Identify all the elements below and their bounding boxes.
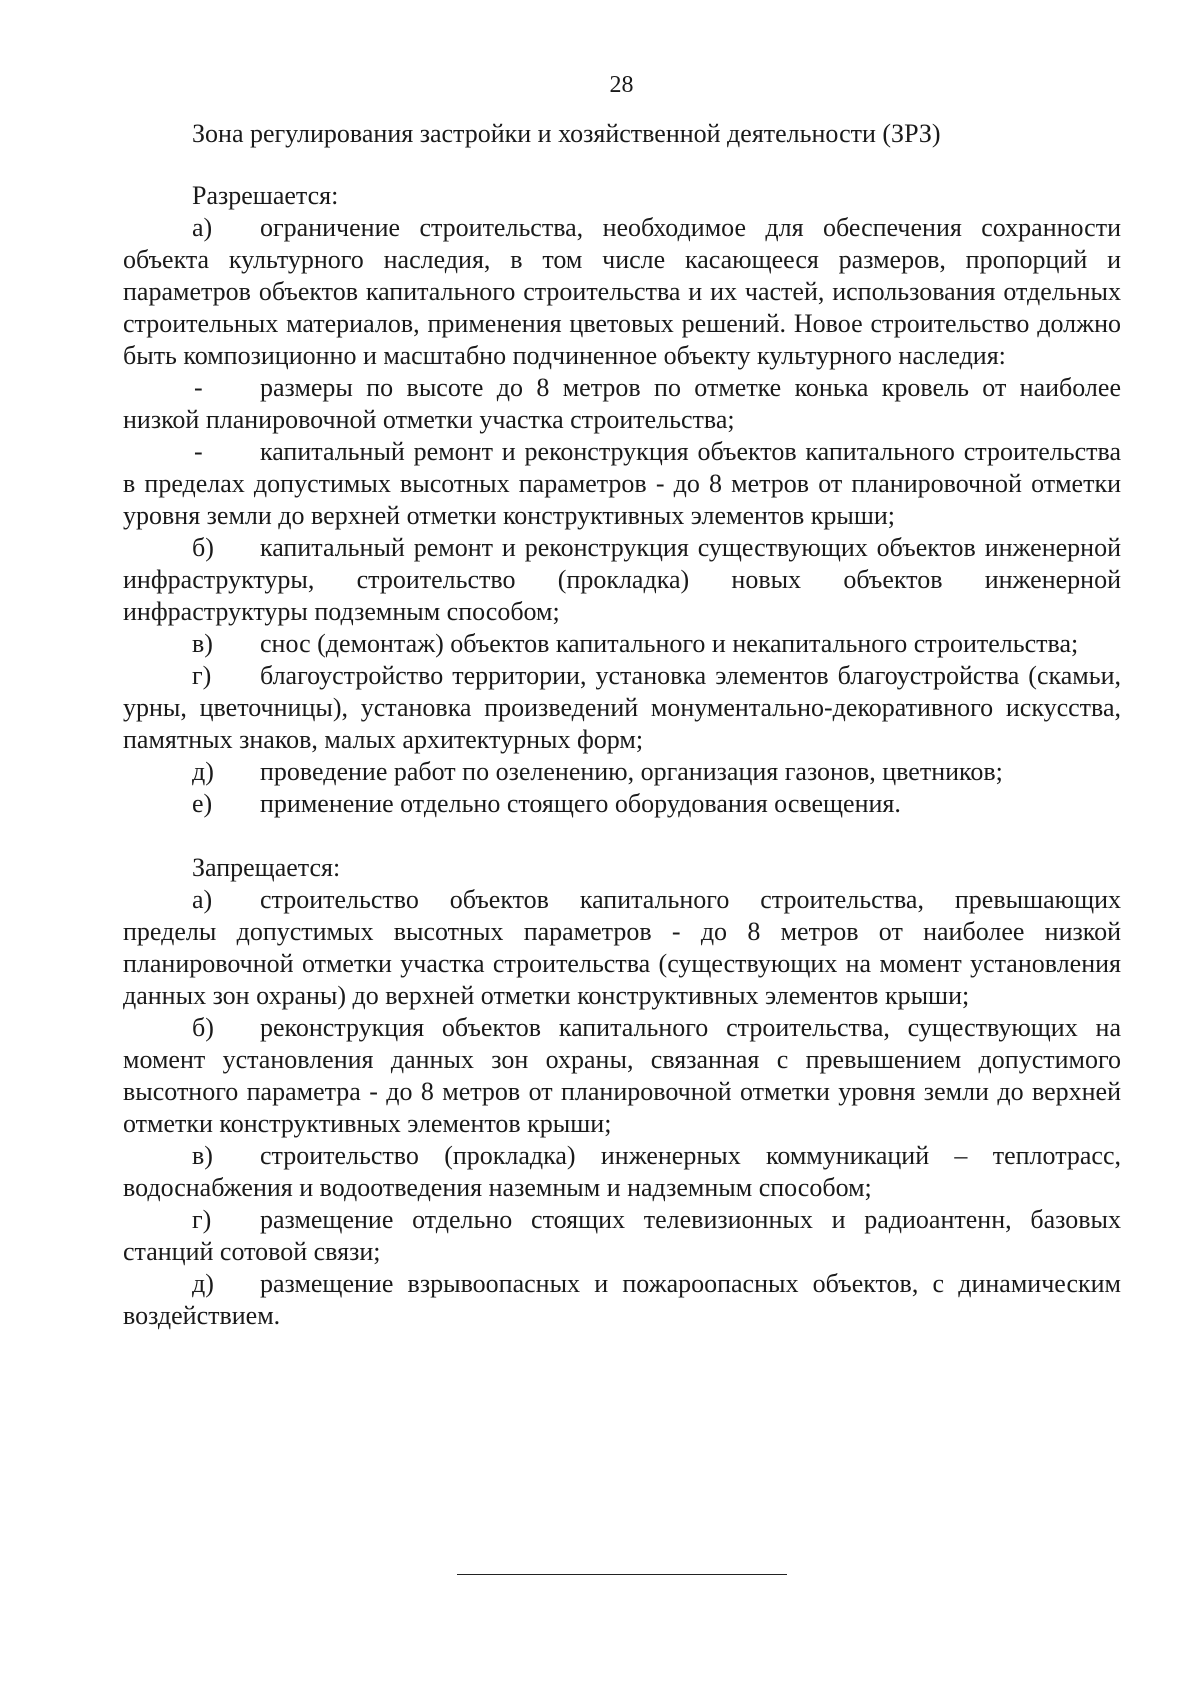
allowed-item-d [123, 756, 1121, 788]
item-text: капитальный ремонт и реконструкция объектов капитального строительства в пределах допустимых высотных параметров - до 8 метров от планировочной отметки уровня земли до верхней отметки конструктивных элементов крыши; [123, 437, 1121, 530]
item-text: ограничение строительства, необходимое для обеспечения сохранности объекта культурного наследия, в том числе касающееся размеров, пропорций и параметров объектов капитального строительства и их частей, использования отдельных строительных материалов, применения цветовых решений. Новое строительство должно быть композиционно и масштабно подчиненное объекту культурного наследия: [123, 213, 1121, 370]
prohibited-list [123, 884, 1121, 1332]
item-marker: а) [192, 885, 213, 914]
item-marker: д) [192, 757, 214, 786]
allowed-list [123, 212, 1121, 820]
item-text: размещение взрывоопасных и пожароопасных объектов, с динамическим воздействием. [123, 1269, 1121, 1330]
allowed-item-g [123, 660, 1121, 756]
prohibited-item-b [123, 1012, 1121, 1140]
item-marker: в) [192, 629, 213, 658]
prohibited-heading: Запрещается: [192, 853, 341, 882]
allowed-subitem-2 [123, 436, 1121, 532]
item-text: снос (демонтаж) объектов капитального и некапитального строительства; [260, 629, 1079, 658]
item-text: реконструкция объектов капитального строительства, существующих на момент установления данных зон охраны, связанная с превышением допустимого высотного параметра - до 8 метров от планировочной отметки уровня земли до верхней отметки конструктивных элементов крыши; [123, 1013, 1121, 1138]
allowed-item-e [123, 788, 1121, 820]
page-number: 28 [609, 72, 634, 98]
item-text: размещение отдельно стоящих телевизионных и радиоантенн, базовых станций сотовой связи; [123, 1205, 1121, 1266]
item-text: строительство (прокладка) инженерных коммуникаций – теплотрасс, водоснабжения и водоотведения наземным и надземным способом; [123, 1141, 1121, 1202]
item-marker: б) [192, 533, 214, 562]
item-text: применение отдельно стоящего оборудования освещения. [260, 789, 901, 818]
allowed-item-v [123, 628, 1121, 660]
item-marker: а) [192, 213, 213, 242]
prohibited-item-d [123, 1268, 1121, 1332]
item-marker: - [194, 437, 203, 466]
item-marker: е) [192, 789, 213, 818]
allowed-heading: Разрешается: [192, 181, 339, 210]
zone-title: Зона регулирования застройки и хозяйственной деятельности (ЗРЗ) [192, 119, 941, 148]
item-marker: г) [192, 1205, 212, 1234]
prohibited-item-v [123, 1140, 1121, 1204]
allowed-subitem-1 [123, 372, 1121, 436]
item-marker: в) [192, 1141, 213, 1170]
item-marker: д) [192, 1269, 214, 1298]
item-text: размеры по высоте до 8 метров по отметке конька кровель от наиболее низкой планировочной отметки участка строительства; [123, 373, 1121, 434]
item-marker: - [194, 373, 203, 402]
item-text: проведение работ по озеленению, организация газонов, цветников; [260, 757, 1003, 786]
prohibited-item-g [123, 1204, 1121, 1268]
allowed-item-b [123, 532, 1121, 628]
prohibited-item-a [123, 884, 1121, 1012]
item-text: капитальный ремонт и реконструкция существующих объектов инженерной инфраструктуры, строительство (прокладка) новых объектов инженерной инфраструктуры подземным способом; [123, 533, 1121, 626]
allowed-item-a [123, 212, 1121, 372]
document-body [123, 118, 1121, 1332]
item-text: благоустройство территории, установка элементов благоустройства (скамьи, урны, цветочницы), установка произведений монументально-декоративного искусства, памятных знаков, малых архитектурных форм; [123, 661, 1121, 754]
item-marker: б) [192, 1013, 214, 1042]
item-marker: г) [192, 661, 212, 690]
item-text: строительство объектов капитального строительства, превышающих пределы допустимых высотных параметров - до 8 метров от наиболее низкой планировочной отметки участка строительства (существующих на момент установления данных зон охраны) до верхней отметки конструктивных элементов крыши; [123, 885, 1121, 1010]
closing-divider [457, 1574, 787, 1575]
